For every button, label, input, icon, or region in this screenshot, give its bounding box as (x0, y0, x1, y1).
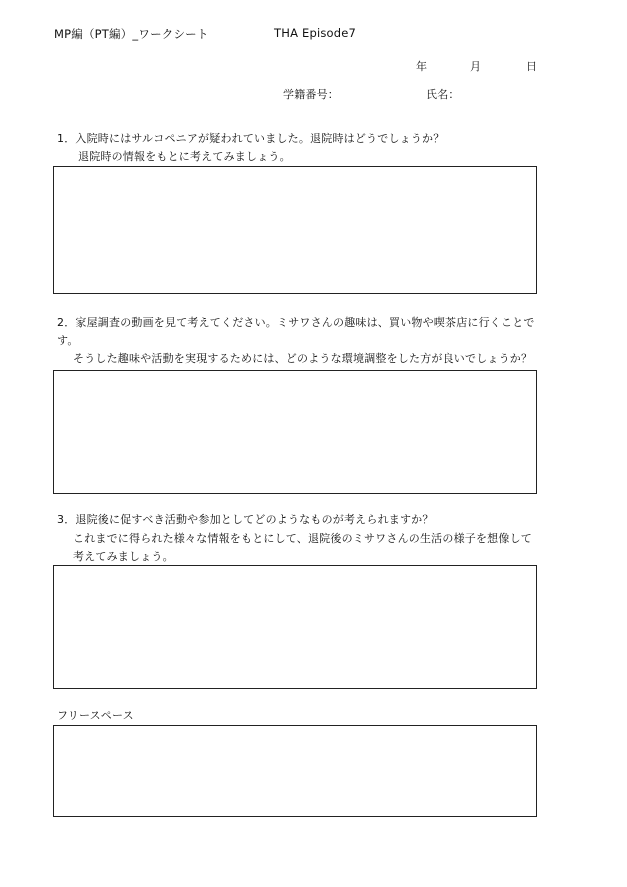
question-2-line-1: 2．家屋調査の動画を見て考えてください。ミサワさんの趣味は、買い物や喫茶店に行くことで (57, 316, 535, 329)
day-label: 日 (526, 60, 538, 73)
year-label: 年 (416, 60, 428, 73)
question-2-line-2: そうした趣味や活動を実現するためには、どのような環境調整をした方が良いでしょうか？ (73, 352, 533, 365)
month-label: 月 (470, 60, 482, 73)
episode-title: THA Episode7 (274, 26, 357, 40)
answer-box-3[interactable] (53, 565, 537, 689)
question-2-line-1-cont: す。 (57, 334, 79, 347)
question-3-line-2: これまでに得られた様々な情報をもとにして、退院後のミサワさんの生活の様子を想像して (73, 532, 532, 545)
answer-box-2[interactable] (53, 370, 537, 494)
question-3-line-1: 3．退院後に促すべき活動や参加としてどのようなものが考えられますか？ (57, 513, 434, 526)
worksheet-title: MP編（PT編）_ワークシート (54, 27, 209, 41)
question-1-line-2: 退院時の情報をもとに考えてみましょう。 (78, 150, 291, 163)
answer-box-1[interactable] (53, 166, 537, 294)
free-space-box[interactable] (53, 725, 537, 817)
question-1-line-1: 1．入院時にはサルコペニアが疑われていました。退院時はどうでしょうか？ (57, 132, 445, 145)
student-number-label: 学籍番号： (283, 88, 339, 101)
question-3-line-3: 考えてみましょう。 (73, 550, 174, 563)
free-space-label: フリースペース (57, 709, 134, 722)
name-label: 氏名： (426, 88, 460, 101)
